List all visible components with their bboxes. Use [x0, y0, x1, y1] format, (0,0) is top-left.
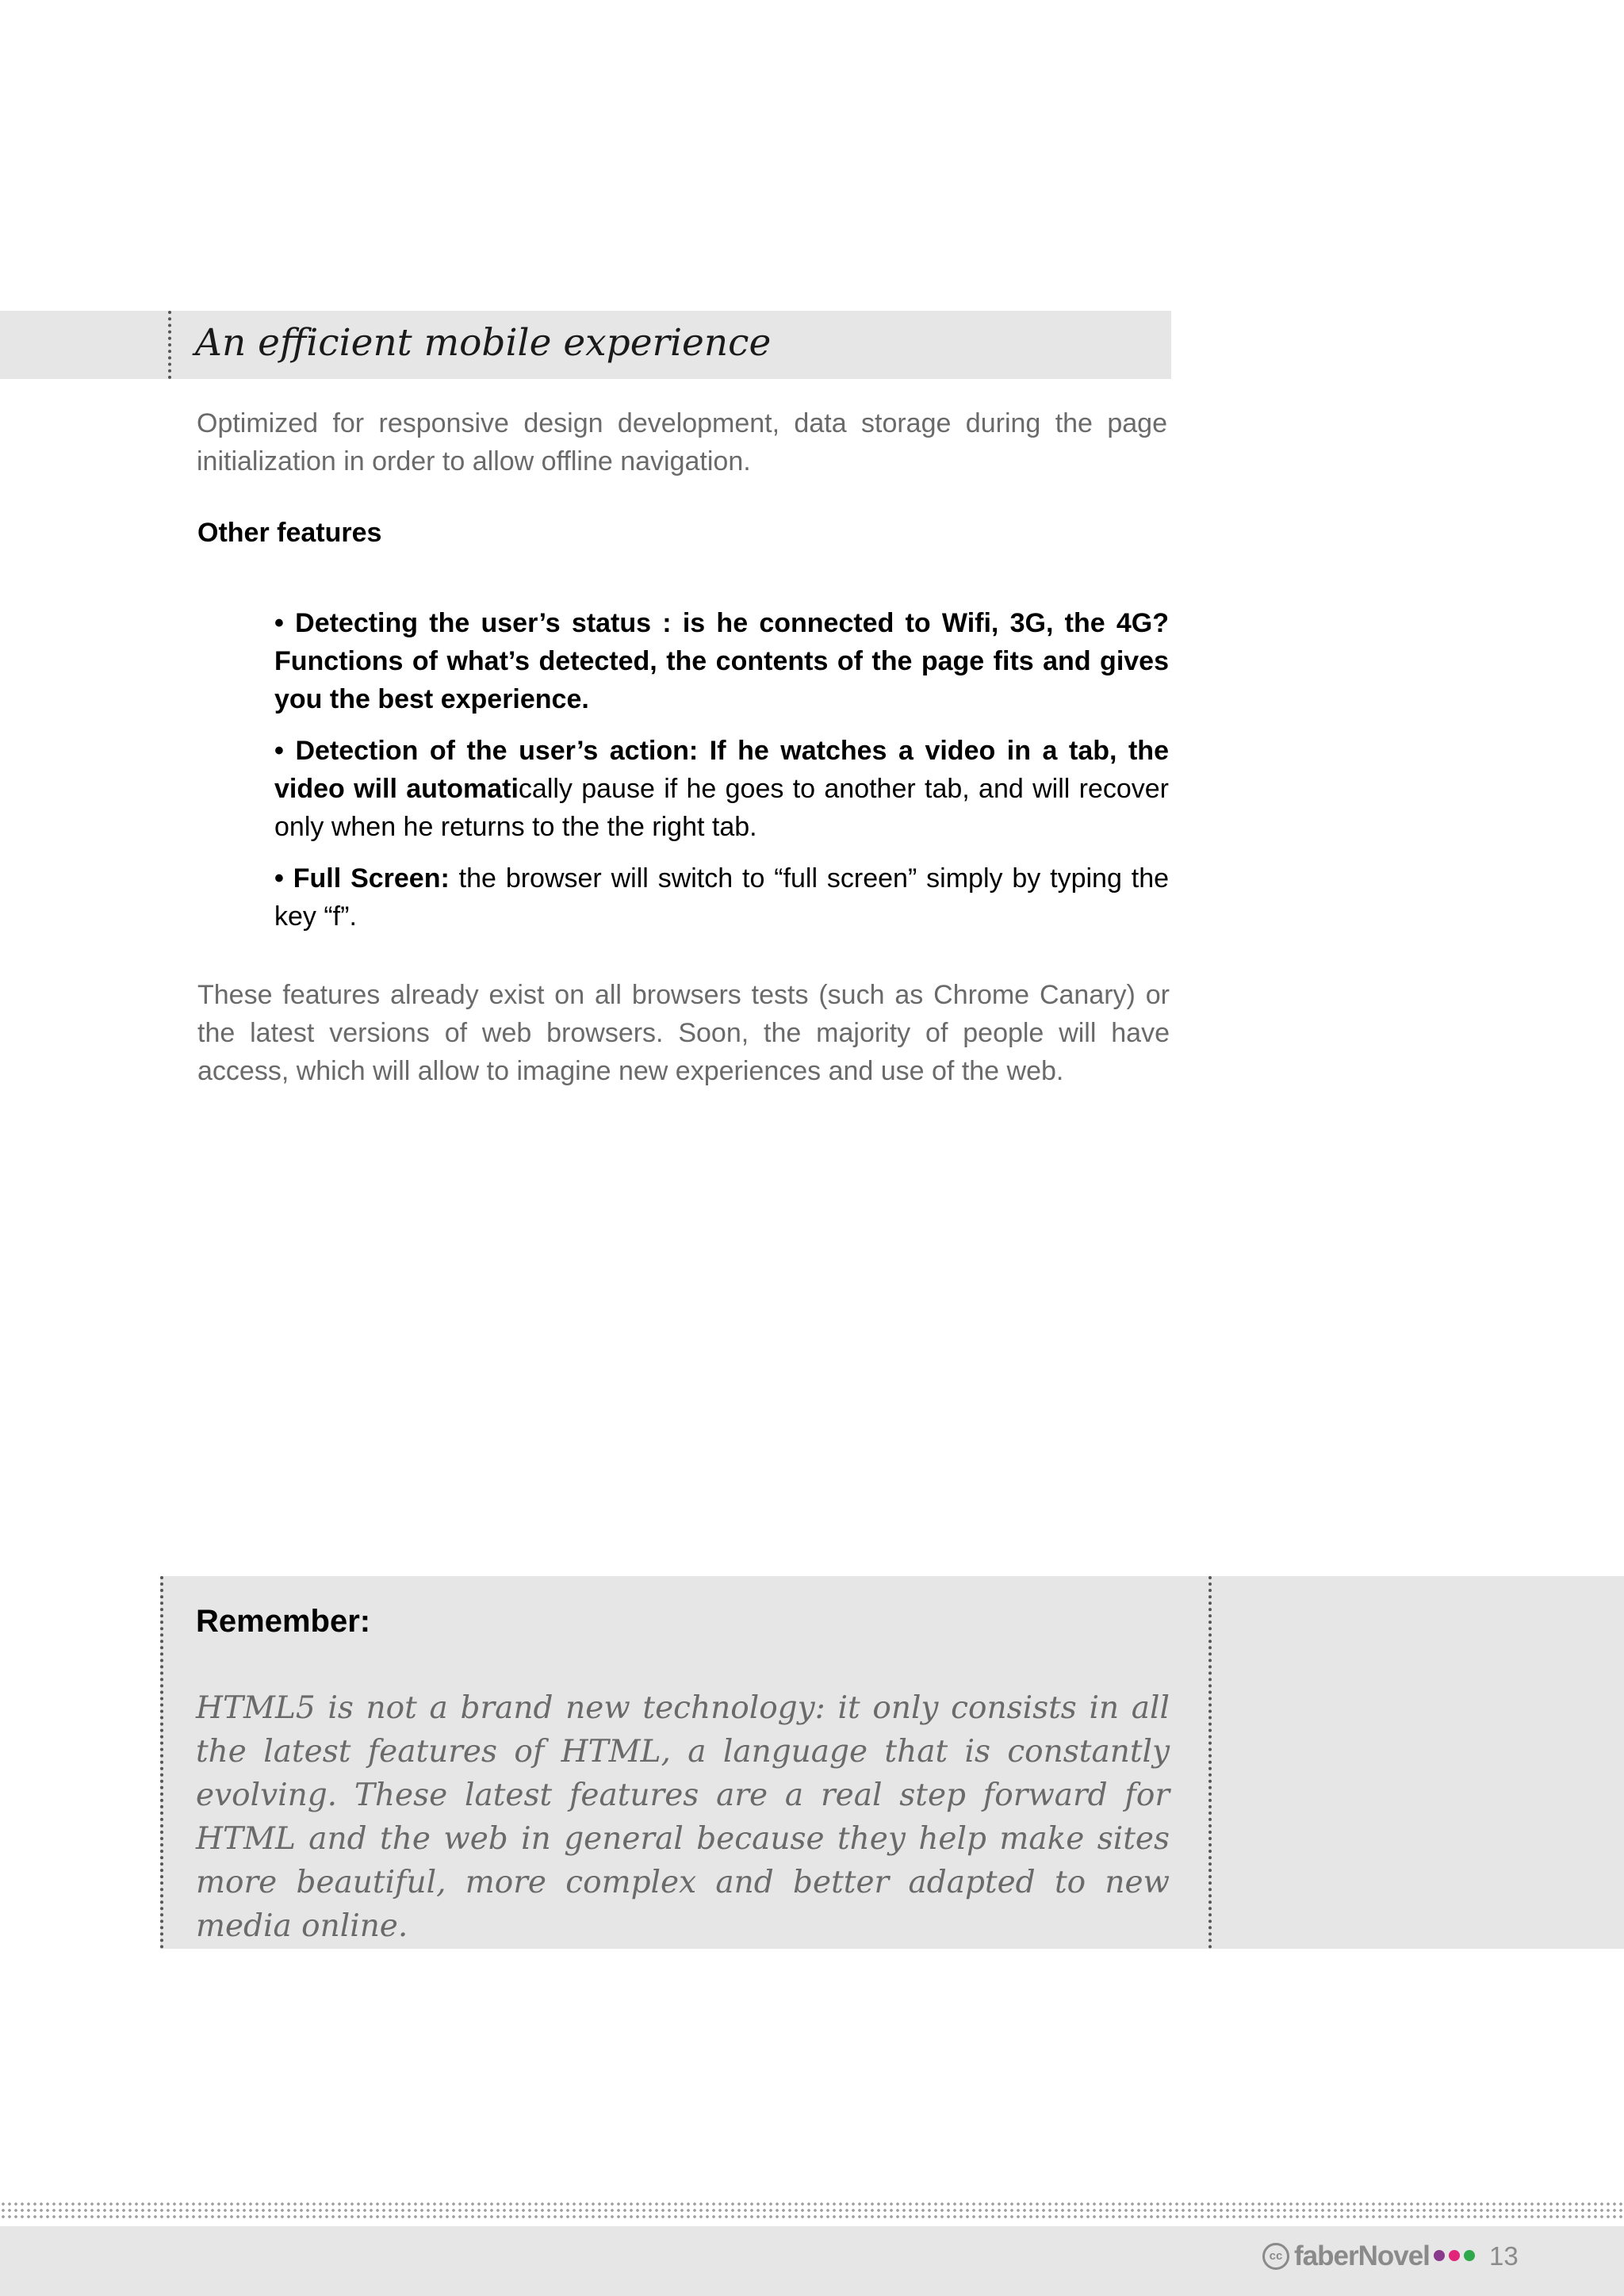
feature-bold-text: • Full Screen: — [274, 863, 450, 894]
footer-dotted-border — [0, 2201, 1624, 2221]
feature-item-status — [274, 604, 1169, 718]
title-dotted-divider — [168, 311, 171, 379]
page-number: 13 — [1489, 2241, 1519, 2271]
fabernovel-logo: faberNovel — [1294, 2241, 1430, 2271]
intro-paragraph: Optimized for responsive design development, data storage during the page initialization in order to allow offline navigation. — [197, 408, 1167, 476]
remember-left-dotted-divider — [160, 1576, 163, 1949]
remember-heading: Remember: — [196, 1604, 371, 1639]
feature-item-fullscreen — [274, 859, 1169, 936]
brand-dot-purple-icon — [1434, 2250, 1445, 2261]
outro-paragraph: These features already exist on all browsers tests (such as Chrome Canary) or the latest versions of web browsers. Soon, the majority of people will have access, which will allow to imagine new experiences and use of the web. — [197, 980, 1170, 1086]
remember-text: HTML5 is not a brand new technology: it only consists in all the latest features of HTML, a language that is constantly evolving. These latest features are a real step forward for HTML and the web in general because they help make sites more beautiful, more complex and better adapted to new media online. — [196, 1690, 1170, 1944]
creative-commons-icon: cc — [1262, 2243, 1289, 2270]
section-title: An efficient mobile experience — [195, 321, 772, 365]
feature-text: the browser will switch to “full screen” simply by typing the key “f”. — [274, 863, 1170, 932]
features-list — [274, 604, 1169, 949]
remember-right-dotted-divider — [1208, 1576, 1212, 1949]
feature-item-action — [274, 732, 1169, 846]
feature-bold-text: • Detecting the user’s status : is he connected to Wifi, 3G, the 4G? Functions of what’s detected, the contents of the page fits and gives you the best experience. — [274, 608, 1169, 714]
brand-dot-green-icon — [1464, 2250, 1475, 2261]
feature-text: cally pause if he goes to another tab, and will recover only when he returns to the the right tab. — [274, 774, 1169, 842]
feature-bold-text: • Detection of the user’s action: If he watches a video in a tab, the video will automati — [274, 736, 1169, 804]
brand-dot-pink-icon — [1449, 2250, 1460, 2261]
other-features-heading: Other features — [197, 518, 382, 548]
